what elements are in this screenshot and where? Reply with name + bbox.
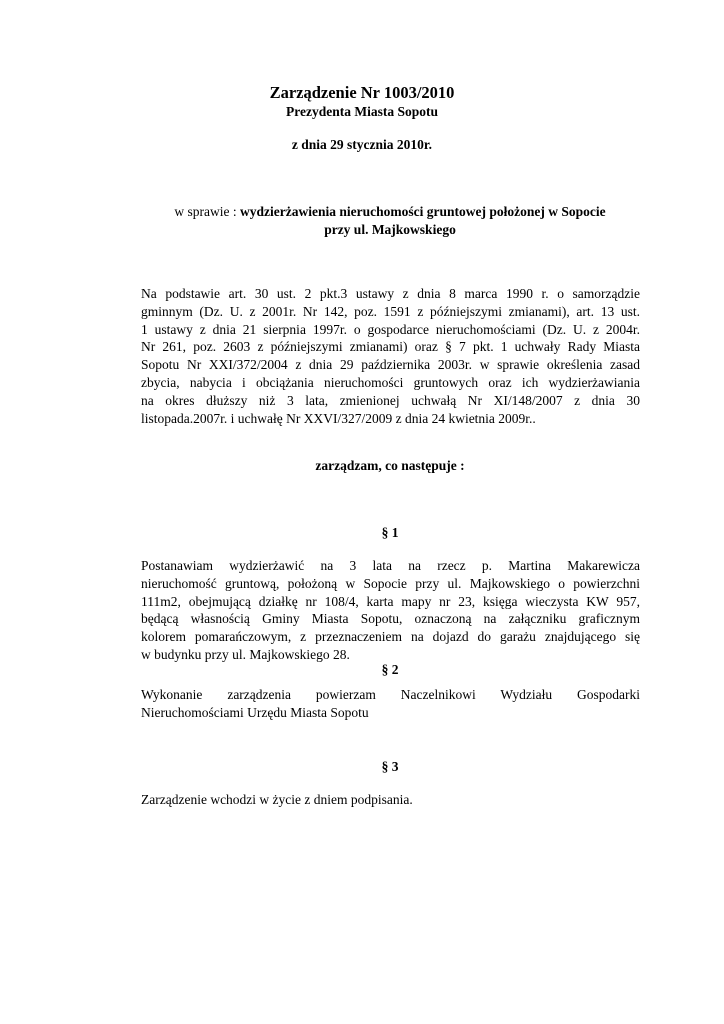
legal-basis-paragraph (141, 285, 640, 427)
document-title: Zarządzenie Nr 1003/2010 (269, 83, 455, 102)
legal-basis-line: gminnym (Dz. U. z 2001r. Nr 142, poz. 1591 z późniejszymi zmianami), art. 13 ust. (141, 303, 640, 319)
document-date: z dnia 29 stycznia 2010r. (291, 137, 433, 152)
legal-basis-line: Nr 261, poz. 2603 z późniejszymi zmianami) oraz § 7 pkt. 1 uchwały Rady Miasta (141, 339, 640, 355)
subject-topic-1: wydzierżawienia nieruchomości gruntowej położonej w Sopocie (240, 204, 606, 219)
document-issuer: Prezydenta Miasta Sopotu (286, 104, 438, 119)
section-1-line: 111m2, obejmującą działkę nr 108/4, karta mapy nr 23, księga wieczysta KW 957, (141, 593, 640, 609)
section-2-label: § 2 (381, 662, 399, 677)
subject-block (140, 203, 640, 238)
subject-line-1 (140, 203, 640, 221)
section-1-line: będącą własnością Gminy Miasta Sopotu, oznaczoną na załączniku graficznym (141, 611, 640, 627)
legal-basis-line: Sopotu Nr XXI/372/2004 z dnia 29 października 2003r. w sprawie określenia zasad (141, 357, 640, 373)
legal-basis-line: 1 ustawy z dnia 21 sierpnia 1997r. o gospodarce nieruchomościami (Dz. U. z 2004r. (141, 321, 640, 337)
section-1-label: § 1 (381, 525, 399, 540)
legal-basis-line: Na podstawie art. 30 ust. 2 pkt.3 ustawy z dnia 8 marca 1990 r. o samorządzie (141, 286, 640, 301)
section-1-line: w budynku przy ul. Majkowskiego 28. (141, 646, 350, 662)
section-1-paragraph (141, 557, 640, 664)
section-2-line: Wykonanie zarządzenia powierzam Naczelnikowi Wydziału Gospodarki (141, 687, 640, 702)
order-statement: zarządzam, co następuje : (315, 458, 465, 473)
section-2-paragraph (141, 686, 640, 722)
section-3-label: § 3 (381, 759, 399, 774)
legal-basis-line: zbycia, nabycia i obciążania nieruchomości gruntowych oraz ich wydzierżawiania (141, 374, 640, 390)
section-2-line: Nieruchomościami Urzędu Miasta Sopotu (141, 704, 369, 720)
section-1-line: kolorem pomarańczowym, z przeznaczeniem na dojazd do garażu znajdującego się (141, 629, 640, 645)
subject-prefix: w sprawie : (174, 204, 240, 219)
section-1-line: Postanawiam wydzierżawić na 3 lata na rzecz p. Martina Makarewicza (141, 558, 640, 573)
section-3-line: Zarządzenie wchodzi w życie z dniem podpisania. (141, 792, 413, 807)
legal-basis-line: na okres dłuższy niż 3 lata, zmienionej uchwałą Nr XI/148/2007 z dnia 30 (141, 392, 640, 408)
subject-topic-2: przy ul. Majkowskiego (324, 221, 456, 237)
legal-basis-line: listopada.2007r. i uchwałę Nr XXVI/327/2009 z dnia 24 kwietnia 2009r.. (141, 410, 536, 426)
section-1-line: nieruchomość gruntową, położoną w Sopocie przy ul. Majkowskiego o powierzchni (141, 575, 640, 591)
section-3-paragraph (141, 791, 640, 809)
